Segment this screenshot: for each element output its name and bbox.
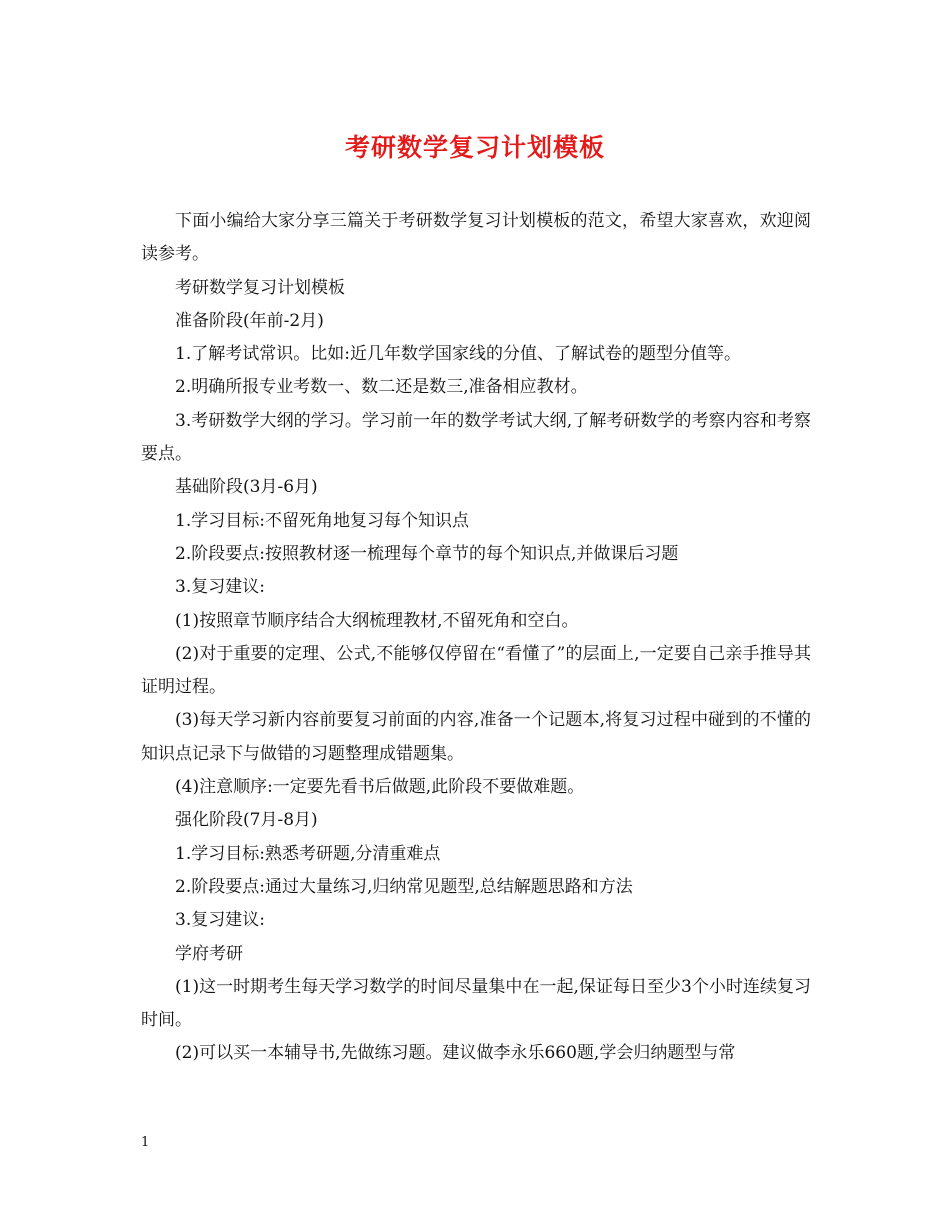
paragraph: (1)按照章节顺序结合大纲梳理教材,不留死角和空白。 <box>175 610 579 631</box>
paragraph: (1)这一时期考生每天学习数学的时间尽量集中在一起,保证每日至少3个小时连续复习时间。 <box>141 976 811 1031</box>
paragraph: (3)每天学习新内容前要复习前面的内容,准备一个记题本,将复习过程中碰到的不懂的知识点记录下与做错的习题整理成错题集。 <box>141 710 811 764</box>
paragraph: 2.阶段要点:通过大量练习,归纳常见题型,总结解题思路和方法 <box>175 876 633 897</box>
paragraph: 学府考研 <box>175 943 243 964</box>
paragraph: 强化阶段(7月-8月) <box>175 810 318 831</box>
paragraph: 下面小编给大家分享三篇关于考研数学复习计划模板的范文，希望大家喜欢，欢迎阅读参考。 <box>141 211 811 265</box>
paragraph: 2.明确所报专业考数一、数二还是数三,准备相应教材。 <box>175 377 588 398</box>
document-body <box>141 205 811 1071</box>
paragraph: 3.复习建议: <box>175 577 265 598</box>
paragraph: 1.学习目标:不留死角地复习每个知识点 <box>175 510 469 531</box>
page-title: 考研数学复习计划模板 <box>344 133 605 162</box>
paragraph: (2)可以买一本辅导书,先做练习题。建议做李永乐660题,学会归纳题型与常 <box>175 1043 736 1064</box>
paragraph: 1.了解考试常识。比如:近几年数学国家线的分值、了解试卷的题型分值等。 <box>175 344 741 365</box>
paragraph: 3.复习建议: <box>175 910 265 931</box>
paragraph: 考研数学复习计划模板 <box>175 277 345 298</box>
paragraph: 2.阶段要点:按照教材逐一梳理每个章节的每个知识点,并做课后习题 <box>175 543 679 564</box>
paragraph: 准备阶段(年前-2月) <box>175 310 324 331</box>
page-number: 1 <box>141 1135 150 1150</box>
paragraph: (4)注意顺序:一定要先看书后做题,此阶段不要做难题。 <box>175 777 585 798</box>
paragraph: (2)对于重要的定理、公式,不能够仅停留在“看懂了”的层面上,一定要自己亲手推导其证明过程。 <box>141 643 811 698</box>
paragraph: 3.考研数学大纲的学习。学习前一年的数学考试大纲,了解考研数学的考察内容和考察要点。 <box>141 410 811 465</box>
paragraph: 基础阶段(3月-6月) <box>175 477 318 498</box>
paragraph: 1.学习目标:熟悉考研题,分清重难点 <box>175 843 441 864</box>
